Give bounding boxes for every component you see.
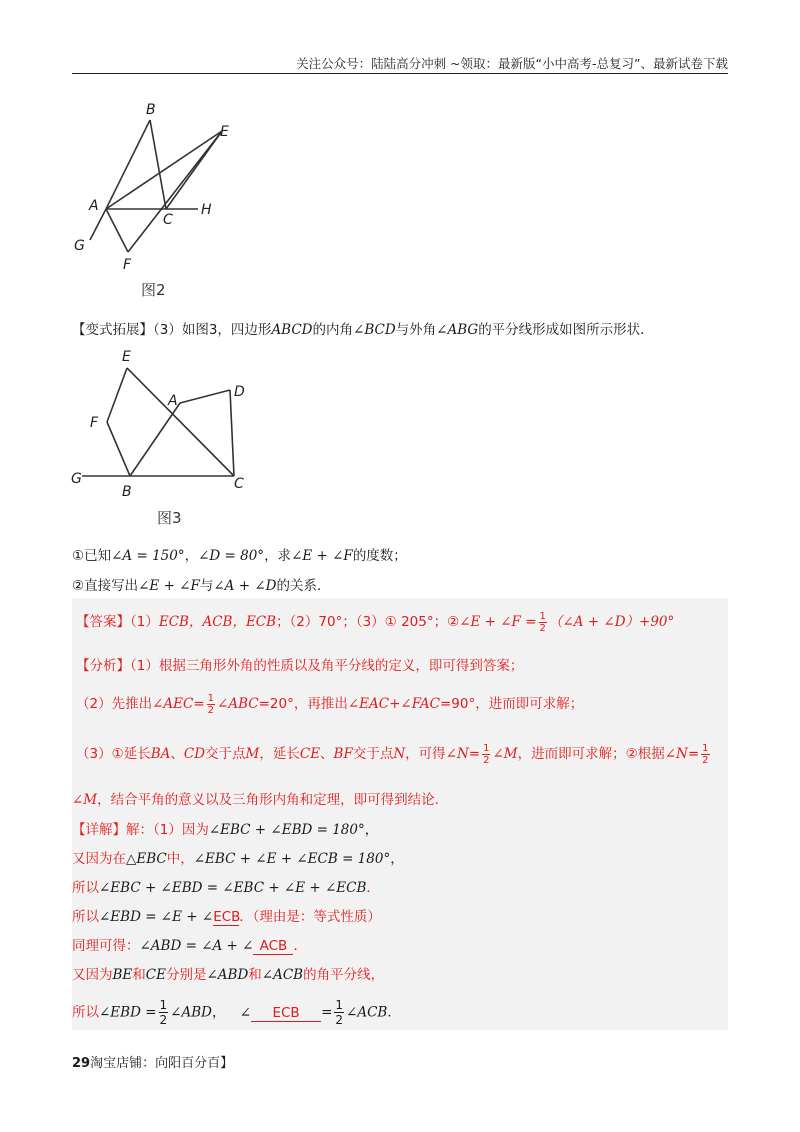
fig2-label-f: F	[123, 257, 132, 273]
blank-acb: ACB	[253, 938, 293, 955]
footer-text: 淘宝店铺：向阳百分百】	[90, 1056, 234, 1071]
fig2-label-b: B	[146, 102, 156, 118]
detail-line-4: 所以∠EBD = ∠E + ∠ECB．（理由是：等式性质）	[72, 909, 381, 925]
question-item-2: ②直接写出∠E + ∠F与∠A + ∠D的关系．	[72, 578, 331, 594]
question-item-1: ①已知∠A = 150°，∠D = 80°，求∠E + ∠F的度数；	[72, 548, 407, 564]
fig3-label-a: A	[168, 393, 178, 409]
fig3-label-c: C	[234, 476, 244, 492]
analysis-line-1: 【分析】（1）根据三角形外角的性质以及角平分线的定义，即可得到答案；	[76, 658, 524, 674]
analysis-line-2: （2）先推出∠AEC= $\frac{1}{2}$ ∠ABC=20°，再推出∠EAC+∠FAC=90°，进而即可求解；	[76, 692, 584, 716]
answer-line: 【答案】（1）ECB，ACB，ECB；（2）70°；（3）① 205°；②∠E + ∠F = $\frac{1}{2}$ （∠A + ∠D）+90°	[76, 610, 675, 634]
fig2-label-g: G	[74, 238, 85, 254]
detail-line-2: 又因为在△EBC中，∠EBC + ∠E + ∠ECB = 180°，	[72, 851, 404, 867]
fig3-label-g: G	[71, 471, 82, 487]
page-header: 关注公众号：陆陆高分冲刺 ~领取：最新版“小中高考-总复习”、最新试卷下载	[296, 56, 728, 71]
detail-line-7: 所以∠EBD = $\frac{1}{2}$ ∠ABD， ∠ ECB = $\frac{1}{2}$ ∠ACB．	[72, 998, 401, 1027]
header-divider	[72, 73, 728, 74]
blank-ecb-1: ECB	[213, 909, 241, 925]
fig3-label-f: F	[90, 415, 99, 431]
question-line: 【变式拓展】（3）如图3，四边形ABCD的内角∠BCD与外角∠ABG的平分线形成如图所示形状．	[72, 322, 654, 338]
fig2-label-e: E	[220, 124, 229, 140]
blank-ecb-2: ECB	[251, 1005, 321, 1022]
analysis-line-4: ∠M，结合平角的意义以及三角形内角和定理，即可得到结论．	[72, 792, 449, 808]
detail-line-5: 同理可得：∠ABD = ∠A + ∠ ACB ．	[72, 938, 307, 954]
fig2-label-a: A	[89, 198, 99, 214]
fig2-label-c: C	[163, 212, 173, 228]
figure-2	[70, 95, 270, 305]
fig3-caption: 图3	[157, 509, 182, 527]
fig2-label-h: H	[201, 202, 212, 218]
fig3-label-d: D	[234, 384, 245, 400]
fig3-label-b: B	[122, 484, 132, 500]
figure-2-diagram	[70, 95, 270, 305]
page-footer	[72, 1052, 233, 1071]
analysis-line-3: （3）①延长BA、CD交于点M，延长CE、BF交于点N，可得∠N= $\frac{1}{2}$ ∠M，进而即可求解；②根据∠N= $\frac{1}{2}$	[76, 742, 709, 766]
fig3-label-e: E	[122, 349, 131, 365]
page-number: 29	[72, 1056, 91, 1071]
figure-3	[70, 345, 270, 530]
detail-line-6: 又因为BE和CE分别是∠ABD和∠ACB的角平分线，	[72, 967, 385, 983]
fig2-caption: 图2	[141, 281, 166, 299]
detail-line-1: 【详解】解：（1）因为∠EBC + ∠EBD = 180°，	[72, 822, 379, 838]
detail-line-3: 所以∠EBC + ∠EBD = ∠EBC + ∠E + ∠ECB．	[72, 880, 380, 896]
figure-3-diagram	[70, 345, 270, 530]
